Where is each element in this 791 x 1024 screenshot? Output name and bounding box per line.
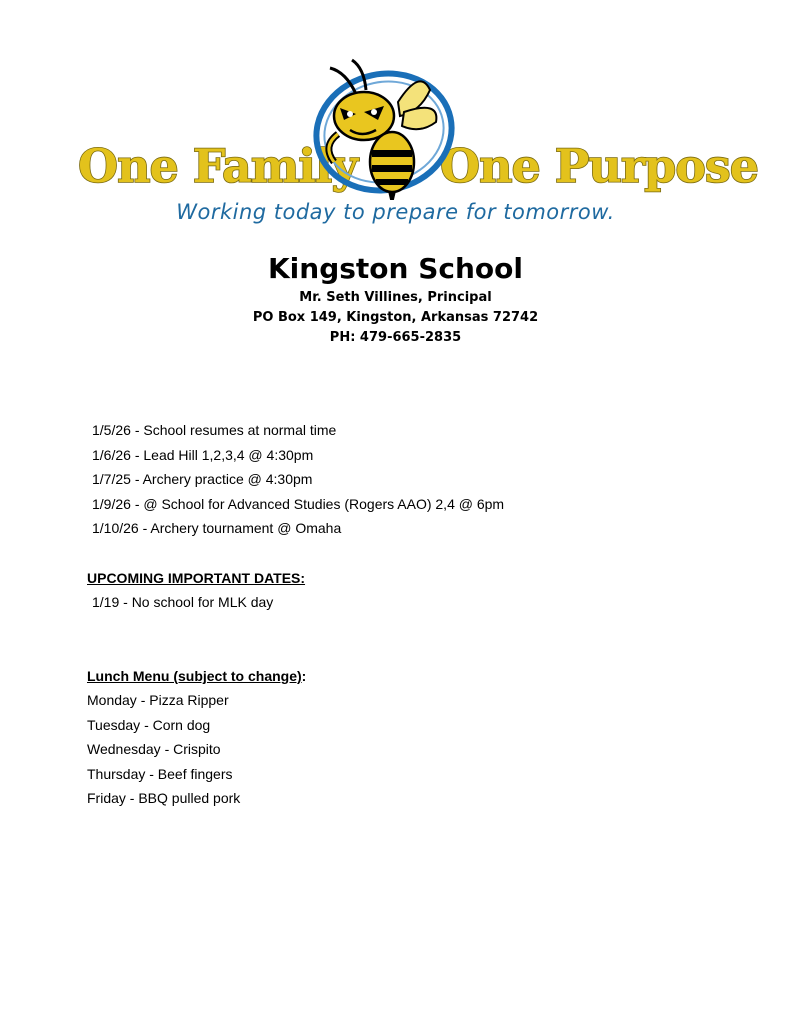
principal-line: Mr. Seth Villines, Principal	[299, 290, 492, 305]
events-list	[92, 418, 742, 541]
banner-left-text: One Family	[78, 139, 358, 193]
lunch-menu-heading	[87, 664, 737, 688]
upcoming-dates-section	[87, 566, 737, 615]
lunch-menu-section	[87, 664, 737, 811]
banner-right-text: One Purpose	[440, 139, 759, 193]
school-header	[0, 250, 791, 348]
lunch-menu-heading-text: Lunch Menu (subject to change)	[87, 668, 302, 684]
lunch-menu-heading-colon: :	[301, 668, 307, 684]
event-item: 1/7/25 - Archery practice @ 4:30pm	[92, 471, 313, 487]
upcoming-date-item: 1/19 - No school for MLK day	[92, 594, 274, 610]
lunch-menu-item: Thursday - Beef fingers	[87, 765, 233, 782]
lunch-menu-item: Wednesday - Crispito	[87, 741, 221, 757]
banner-graphic	[0, 50, 791, 200]
lunch-menu-item: Tuesday - Corn dog	[87, 716, 211, 733]
lunch-menu-item: Friday - BBQ pulled pork	[87, 790, 241, 806]
school-name: Kingston School	[267, 252, 523, 285]
tagline: Working today to prepare for tomorrow.	[176, 200, 615, 224]
event-item: 1/6/26 - Lead Hill 1,2,3,4 @ 4:30pm	[92, 446, 314, 463]
event-item: 1/9/26 - @ School for Advanced Studies (Rogers AAO) 2,4 @ 6pm	[92, 495, 505, 512]
event-item: 1/5/26 - School resumes at normal time	[92, 422, 337, 438]
upcoming-dates-heading: UPCOMING IMPORTANT DATES:	[87, 570, 306, 586]
phone-line: PH: 479-665-2835	[329, 330, 462, 345]
address-line: PO Box 149, Kingston, Arkansas 72742	[252, 310, 539, 325]
event-item: 1/10/26 - Archery tournament @ Omaha	[92, 520, 342, 536]
lunch-menu-item: Monday - Pizza Ripper	[87, 692, 229, 708]
